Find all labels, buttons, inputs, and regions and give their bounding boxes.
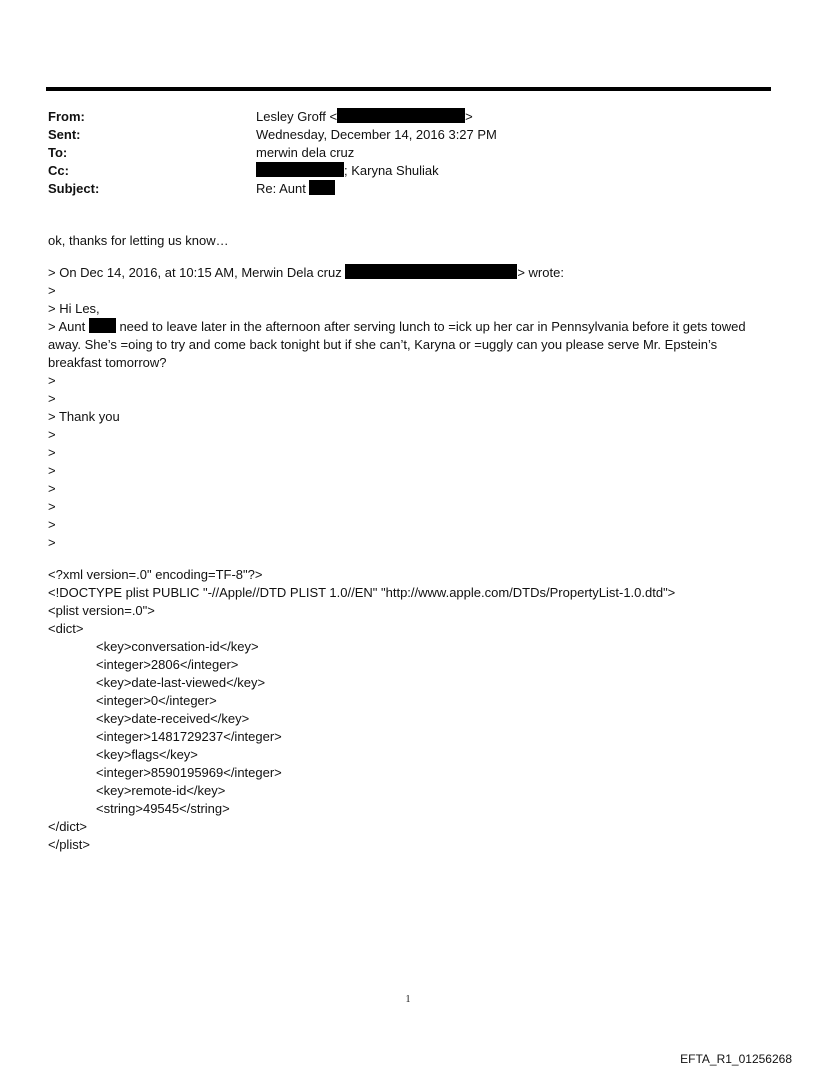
redaction-box: [89, 318, 116, 333]
quote-message-start: > Aunt: [48, 319, 89, 334]
bates-number: EFTA_R1_01256268: [680, 1052, 792, 1066]
quote-blank: >: [48, 445, 56, 460]
subject-value: [256, 180, 335, 198]
plist-open: <plist version=.0">: [48, 603, 155, 618]
quote-thanks: > Thank you: [48, 409, 120, 424]
cc-label: Cc:: [48, 163, 69, 178]
quote-blank: >: [48, 427, 56, 442]
quote-message: [48, 318, 763, 372]
quote-message-rest: need to leave later in the afternoon after serving lunch to =ick up her car in Pennsylvania before it gets towed away. She’s =oing to try and come back tonight but if she can’t, Karyna or =uggly can you please serve Mr. Epstein’s breakfast tomorrow?: [48, 319, 746, 370]
redaction-box: [256, 162, 344, 177]
email-header: [48, 108, 768, 198]
plist-entry: <key>conversation-id</key>: [96, 639, 259, 654]
to-value: merwin dela cruz: [256, 145, 355, 160]
quote-blank: >: [48, 499, 56, 514]
to-label: To:: [48, 145, 68, 160]
subject-row: [48, 180, 768, 198]
page-number: 1: [405, 994, 411, 1005]
cc-names: ; Karyna Shuliak: [344, 163, 439, 178]
plist-close: </plist>: [48, 837, 90, 852]
from-close: >: [465, 109, 473, 124]
header-rule: [46, 87, 771, 91]
quote-intro-text: > On Dec 14, 2016, at 10:15 AM, Merwin Dela cruz: [48, 265, 346, 280]
plist-entry: <integer>8590195969</integer>: [96, 765, 282, 780]
xml-declaration: <?xml version=.0" encoding=TF-8"?>: [48, 567, 263, 582]
plist-entry: <key>remote-id</key>: [96, 783, 226, 798]
quote-blank: >: [48, 391, 56, 406]
email-body: [48, 232, 763, 854]
quote-blank: >: [48, 373, 56, 388]
dict-open: <dict>: [48, 621, 84, 636]
sent-label: Sent:: [48, 127, 81, 142]
doctype: <!DOCTYPE plist PUBLIC "-//Apple//DTD PLIST 1.0//EN" "http://www.apple.com/DTDs/PropertyList-1.0.dtd">: [48, 585, 676, 600]
plist-entry: <key>date-last-viewed</key>: [96, 675, 266, 690]
quote-greeting: > Hi Les,: [48, 301, 100, 316]
plist-entry: <integer>0</integer>: [96, 693, 217, 708]
plist-entry: <integer>2806</integer>: [96, 657, 239, 672]
from-row: [48, 108, 768, 126]
plist-entry: <key>date-received</key>: [96, 711, 250, 726]
redaction-box: [309, 180, 335, 195]
from-label: From:: [48, 109, 85, 124]
sent-value: Wednesday, December 14, 2016 3:27 PM: [256, 127, 497, 142]
subject-text: Re: Aunt: [256, 181, 310, 196]
dict-close: </dict>: [48, 819, 88, 834]
quote-blank: >: [48, 535, 56, 550]
quote-blank: >: [48, 463, 56, 478]
plist-entry: <string>49545</string>: [96, 801, 230, 816]
cc-value: [256, 162, 439, 180]
to-row: [48, 144, 768, 162]
redaction-box: [345, 264, 517, 279]
quote-blank: >: [48, 283, 56, 298]
subject-label: Subject:: [48, 181, 100, 196]
quote-blank: >: [48, 517, 56, 532]
from-value: [256, 108, 473, 126]
plist-entry: <integer>1481729237</integer>: [96, 729, 282, 744]
redaction-box: [337, 108, 465, 123]
plist-entry: <key>flags</key>: [96, 747, 198, 762]
reply-text: ok, thanks for letting us know…: [48, 233, 229, 248]
cc-row: [48, 162, 768, 180]
quote-blank: >: [48, 481, 56, 496]
from-name: Lesley Groff <: [256, 109, 338, 124]
sent-row: [48, 126, 768, 144]
quote-intro-end: > wrote:: [517, 265, 564, 280]
quote-intro: [48, 264, 763, 282]
